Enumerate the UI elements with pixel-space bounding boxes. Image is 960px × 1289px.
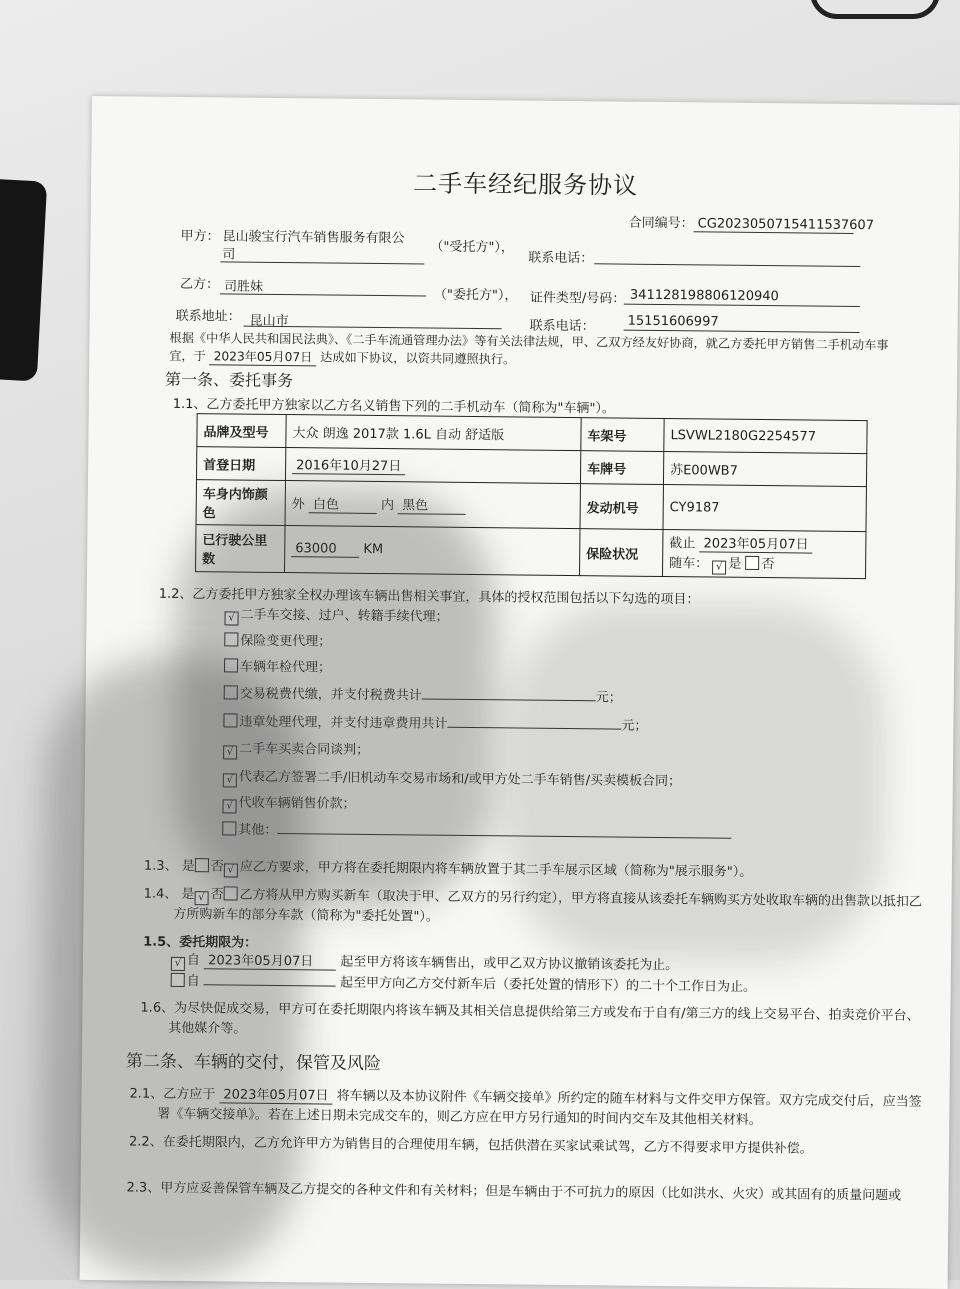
contract-number-value: CG2023050715411537607 [694,216,854,234]
engine-label: 发动机号 [580,484,663,530]
mileage-value: 63000 [291,541,359,558]
intro-date: 2023年05月07日 [210,347,317,366]
reg-date-value: 2016年10月27日 [292,454,405,475]
party-a-role: （"受托方"）， [430,239,514,256]
clause-1-2: 1.2、乙方委托甲方独家全权办理该车辆出售相关事宜，具体的授权范围包括以下勾选的项目： [158,586,700,608]
term-option-1-pre: 自 [186,953,201,969]
intro-post: 达成如下协议，以资共同遵照执行。 [320,350,516,367]
contract-number-label: 合同编号： [628,215,694,232]
clause-2-1-date: 2023年05月07日 [219,1083,332,1104]
clause-2-1-pre: 乙方应于 [163,1086,216,1103]
hand-shadow-lower [40,656,306,1279]
reg-date-label: 首登日期 [196,447,285,481]
clause-2-1-post: 将车辆以及本协议附件《车辆交接单》所约定的随车材料与文件交甲方保管。双方完成交付后，应当签 [336,1088,922,1110]
party-b-phone: 15151606997 [627,313,719,330]
contract-sheet [80,96,960,1289]
party-b-phone-label: 联系电话： [529,318,595,335]
option-8-text: 代收车辆销售价款； [238,795,356,812]
cable [810,0,940,19]
term-option-1-text: 起至甲方将该车辆售出，或甲乙双方协议撤销该委托为止。 [340,954,679,974]
insurance-date: 2023年05月07日 [699,532,812,553]
option-5-suffix: 元； [621,718,648,734]
party-a-label: 甲方： [180,228,220,245]
insurance-yes-checkbox[interactable]: √ [712,561,726,575]
party-a-phone-field [594,263,860,267]
term-start-date: 2023年05月07日 [204,949,336,970]
clause-1-4-line2: 方所购新车的部分车款（简称为"委托处置"）。 [173,906,439,925]
clause-1-4-yes-checkbox[interactable]: √ [194,891,208,905]
party-a-name-line2: 司 [222,247,236,263]
party-b-phone-underline [624,330,860,333]
clause-1-3-no-checkbox[interactable]: √ [224,863,238,877]
insurance-no-label: 否 [761,557,775,573]
intro-line1: 根据《中华人民共和国民法典》、《二手车流通管理办法》等有关法律法规，甲、乙双方经友好协商，就乙方委托甲方销售二手机动车事 [169,330,889,353]
term-option-2-text: 起至甲方向乙方交付新车后（委托处置的情形下）的二十个工作日为止。 [339,975,757,996]
party-a-underline [220,261,424,264]
party-b-id: 341128198806120940 [629,287,779,305]
section2-heading: 第二条、车辆的交付，保管及风险 [125,1051,381,1075]
clause-1-6-line2: 其他媒介等。 [168,1020,247,1037]
option-8-checkbox[interactable]: √ [222,799,236,813]
clause-1-4-no-label: 否 [210,887,224,903]
clause-2-3-num: 2.3、 [126,1180,161,1196]
brand-value: 大众 朗逸 2017款 1.6L 自动 舒适版 [286,415,581,451]
clause-1-4-num: 1.4、 [143,886,178,902]
interior-label: 内 [380,498,395,514]
address-label: 联系地址： [175,308,241,325]
party-b-underline [220,293,426,296]
party-b-role: （"委托方"）， [433,287,518,304]
mileage-unit: KM [363,541,384,558]
clause-1-1: 1.1、乙方委托甲方独家以乙方名义销售下列的二手机动车（简称为"车辆"）。 [172,396,615,417]
option-3-text: 车辆年检代理； [239,659,332,676]
insurance-yes-label: 是 [728,556,742,572]
party-b-label: 乙方： [179,276,220,293]
option-1-checkbox[interactable]: √ [224,611,238,625]
color-label: 车身内饰颜色 [196,480,285,526]
contract-number [628,212,875,234]
clause-2-2-text: 在委托期限内，乙方允许甲方为销售目的合理使用车辆，包括供潜在买家试乘试驾，乙方不得要求甲方提供补偿。 [162,1134,813,1157]
clause-1-3-yes-label: 是 [181,858,195,875]
clause-1-3-no-label: 否 [210,859,224,875]
option-5-text: 违章处理代理，并支付违章费用共计 [239,714,448,732]
clause-1-3-text: 应乙方要求，甲方将在委托期限内将车辆放置于其二手车展示区域（简称为"展示服务"）。 [239,859,753,880]
clause-1-4-yes-label: 是 [181,886,195,903]
vin-label: 车架号 [581,418,664,452]
clause-1-5-num: 1.5、 [143,934,180,950]
term-option-2-pre: 自 [186,974,200,990]
party-a-phone-label: 联系电话： [528,250,594,267]
option-6-text: 二手车买卖合同谈判； [239,741,370,758]
insurance-no-checkbox[interactable] [745,556,759,570]
mileage-label: 已行驶公里数 [196,525,285,573]
interior-color: 黑色 [398,494,466,515]
option-2-text: 保险变更代理； [240,633,332,650]
clause-1-5-label: 委托期限为： [179,934,258,951]
option-7-text: 代表乙方签署二手/旧机动车交易市场和/或甲方处二手车销售/买卖模板合同； [238,769,682,790]
engine-value: CY9187 [663,485,866,532]
clause-1-4-text: 乙方将从甲方购买新车（取决于甲、乙双方的另行约定），甲方将直接从该委托车辆购买方处收取车辆的出售款以抵扣乙 [239,887,923,910]
party-b-name: 司胜妹 [223,279,264,295]
clause-2-1-line2: 署《车辆交接单》。若在上述日期未完成交车的，则乙方应在甲方另行通知的时间内交车及其他相关材料。 [157,1106,762,1129]
intro-pre: 宜，于 [169,348,206,364]
insurance-until-label: 截止 [669,536,696,552]
option-1-text: 二手车交接、过户、转籍手续代理； [240,607,449,625]
clause-2-1-num: 2.1、 [129,1086,164,1102]
intro-line2 [169,347,515,369]
party-b-id-underline [624,304,860,307]
vin-value: LSVWL2180G2254577 [664,419,867,454]
option-9-text: 其他： [238,822,278,838]
exterior-label: 外 [291,497,305,513]
option-6-checkbox[interactable]: √ [223,745,237,759]
clause-1-3-num: 1.3、 [143,858,178,874]
insurance-label: 保险状况 [580,529,663,577]
brand-label: 品牌及型号 [197,414,286,448]
option-4-suffix: 元； [595,690,622,706]
clause-2-2-num: 2.2、 [128,1134,163,1150]
plate-label: 车牌号 [580,451,663,485]
party-a-name-line1: 昆山骏宝行汽车销售服务有限公 [222,229,405,247]
party-b-id-label: 证件类型/号码： [529,290,626,307]
option-4-text: 交易税费代缴，并支付税费共计 [239,686,422,704]
plate-value: 苏E00WB7 [663,452,866,487]
section1-heading: 第一条、委托事务 [164,369,294,391]
exterior-color: 白色 [309,493,377,514]
address-value: 昆山市 [249,313,289,330]
option-7-checkbox[interactable]: √ [223,773,237,787]
insurance-cell [662,530,865,579]
term-option-1-checkbox[interactable]: √ [171,957,185,971]
insurance-follow-label: 随车： [669,556,709,572]
document-title: 二手车经纪服务协议 [412,169,639,200]
clause-2-3-text: 甲方应妥善保管车辆及乙方提交的各种文件和有关材料；但是车辆由于不可抗力的原因（比如洪水、火灾）或其固有的质量问题或 [160,1180,902,1204]
clause-1-6-num: 1.6、 [140,1000,175,1016]
phone-shadow [503,600,887,964]
clause-1-6-line1: 为尽快促成交易，甲方可在委托期限内将该车辆及其相关信息提供给第三方或发布于自有/第三方的线上交易平台、拍卖竞价平台、 [174,1000,920,1024]
